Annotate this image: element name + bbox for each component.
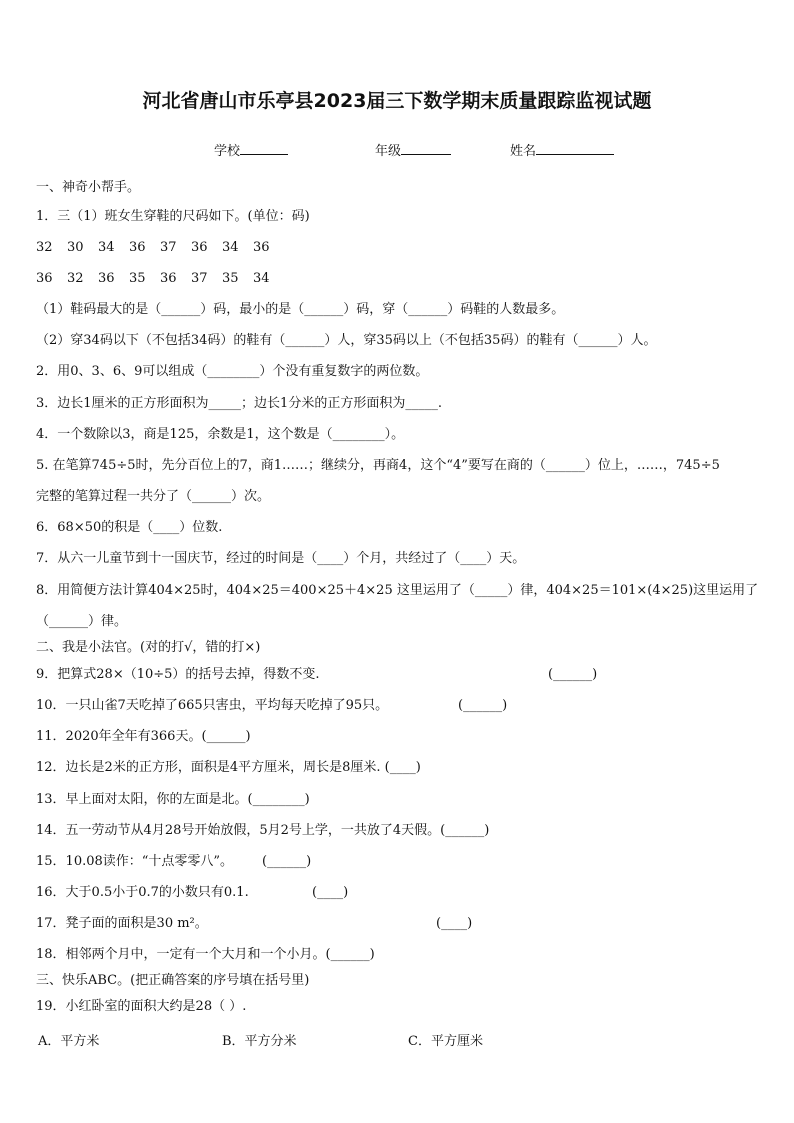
shoe-size: 35 — [129, 271, 146, 286]
question-4: 4．一个数除以3，商是125，余数是1，这个数是（________）。 — [36, 427, 405, 442]
question-8-line-1: 8．用简便方法计算404×25时，404×25＝400×25＋4×25 这里运用了（_____）律，404×25＝101×(4×25)这里运用了 — [36, 583, 759, 598]
question-12: 12．边长是2米的正方形，面积是4平方厘米，周长是8厘米. (____) — [36, 760, 421, 775]
grade-label: 年级 — [375, 144, 402, 159]
name-field — [510, 140, 614, 159]
page-title: 河北省唐山市乐亭县2023届三下数学期末质量跟踪监视试题 — [142, 90, 652, 112]
question-8-line-2: （______）律。 — [36, 614, 128, 629]
grade-blank[interactable] — [401, 141, 451, 155]
shoe-size: 34 — [98, 240, 115, 255]
answer-paren-17[interactable]: (____) — [436, 916, 473, 931]
grade-field — [375, 140, 451, 159]
question-3: 3．边长1厘米的正方形面积为_____；边长1分米的正方形面积为_____. — [36, 396, 442, 411]
shoe-size: 35 — [222, 271, 239, 286]
question-14: 14．五一劳动节从4月28号开始放假，5月2号上学，一共放了4天假。(______) — [36, 823, 490, 838]
shoe-size: 36 — [191, 240, 208, 255]
school-field — [214, 140, 288, 159]
shoe-size: 32 — [67, 271, 84, 286]
question-18: 18．相邻两个月中，一定有一个大月和一个小月。(______) — [36, 947, 375, 962]
shoe-size: 34 — [253, 271, 270, 286]
option-a[interactable]: A．平方米 — [38, 1034, 100, 1049]
name-label: 姓名 — [510, 144, 537, 159]
question-13: 13．早上面对太阳，你的左面是北。(________) — [36, 792, 310, 807]
shoe-size: 37 — [191, 271, 208, 286]
question-6: 6．68×50的积是（____）位数. — [36, 520, 223, 535]
question-9: 9．把算式28×（10÷5）的括号去掉，得数不变. — [36, 667, 320, 682]
question-10: 10．一只山雀7天吃掉了665只害虫，平均每天吃掉了95只。 — [36, 698, 389, 713]
shoe-size: 36 — [160, 271, 177, 286]
shoe-size: 36 — [98, 271, 115, 286]
shoe-size: 36 — [129, 240, 146, 255]
shoe-size: 32 — [36, 240, 53, 255]
question-1-1: （1）鞋码最大的是（______）码，最小的是（______）码，穿（______）码鞋的人数最多。 — [36, 302, 565, 317]
question-15: 15．10.08读作：“十点零零八”。 — [36, 854, 234, 869]
answer-paren-16[interactable]: (____) — [312, 885, 349, 900]
question-5-line-2: 完整的笔算过程一共分了（______）次。 — [36, 489, 271, 504]
question-7: 7．从六一儿童节到十一国庆节，经过的时间是（____）个月，共经过了（____）天。 — [36, 551, 526, 566]
shoe-size: 37 — [160, 240, 177, 255]
shoe-size: 36 — [253, 240, 270, 255]
section-heading: 三、快乐ABC。(把正确答案的序号填在括号里) — [36, 973, 310, 988]
option-b[interactable]: B．平方分米 — [222, 1034, 297, 1049]
answer-paren-15[interactable]: (______) — [262, 854, 312, 869]
question-1-2: （2）穿34码以下（不包括34码）的鞋有（______）人，穿35码以上（不包括35码）的鞋有（______）人。 — [36, 333, 657, 348]
question-17: 17．凳子面的面积是30 m²。 — [36, 916, 208, 931]
option-c[interactable]: C．平方厘米 — [408, 1034, 483, 1049]
question-1: 1．三（1）班女生穿鞋的尺码如下。(单位：码) — [36, 209, 310, 224]
question-19: 19．小红卧室的面积大约是28（ ）. — [36, 999, 247, 1014]
school-blank[interactable] — [240, 141, 288, 155]
question-5-line-1: 5. 在笔算745÷5时，先分百位上的7，商1……；继续分，再商4，这个“4”要写在商的（______）位上，……，745÷5 — [36, 458, 720, 473]
answer-paren-9[interactable]: (______) — [548, 667, 598, 682]
answer-paren-10[interactable]: (______) — [458, 698, 508, 713]
shoe-size: 34 — [222, 240, 239, 255]
question-11: 11．2020年全年有366天。(______) — [36, 729, 251, 744]
school-label: 学校 — [214, 144, 241, 159]
section-heading: 二、我是小法官。(对的打√，错的打×) — [36, 640, 261, 655]
name-blank[interactable] — [536, 141, 614, 155]
question-2: 2．用0、3、6、9可以组成（________）个没有重复数字的两位数。 — [36, 364, 429, 379]
shoe-size: 36 — [36, 271, 53, 286]
shoe-size-row-1 — [36, 240, 284, 256]
shoe-size: 30 — [67, 240, 84, 255]
question-16: 16．大于0.5小于0.7的小数只有0.1. — [36, 885, 249, 900]
shoe-size-row-2 — [36, 271, 284, 287]
section-heading: 一、神奇小帮手。 — [36, 180, 141, 195]
